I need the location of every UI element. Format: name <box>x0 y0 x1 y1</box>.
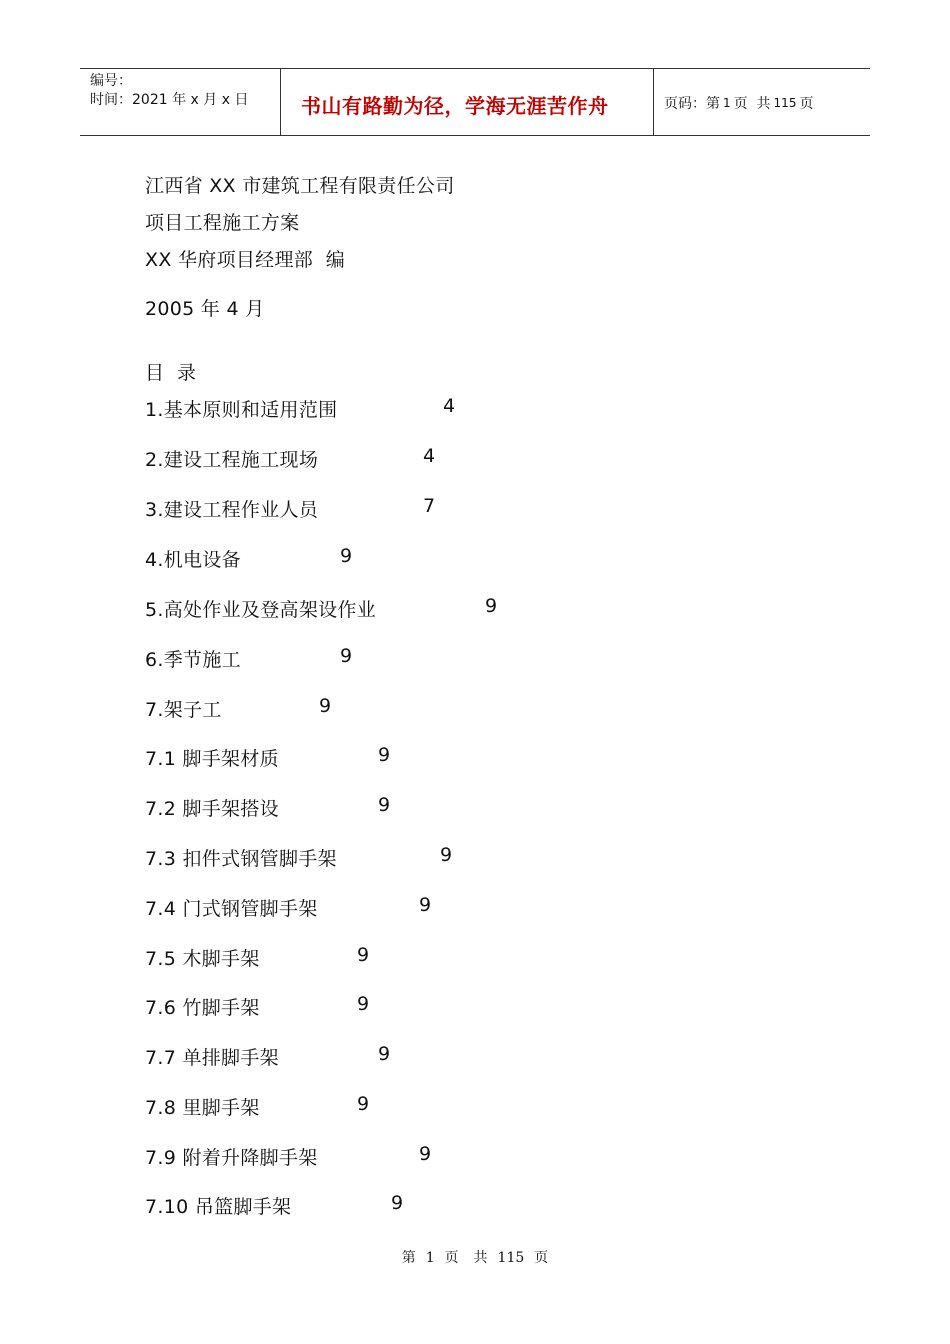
toc-page-number: 9 <box>378 794 391 816</box>
toc-item[interactable]: 7.2 脚手架搭设 <box>145 798 279 820</box>
toc-page-number: 9 <box>340 545 353 567</box>
plan-title: 项目工程施工方案 <box>145 212 300 234</box>
toc-page-number: 9 <box>419 894 432 916</box>
toc-page-number: 9 <box>319 695 332 717</box>
header-page-prefix: 页码：第 <box>664 96 720 112</box>
toc-item[interactable]: 4.机电设备 <box>145 549 241 571</box>
toc-item[interactable]: 7.6 竹脚手架 <box>145 997 260 1019</box>
footer-mid: 页 共 <box>444 1250 488 1266</box>
toc-page-number: 9 <box>440 844 453 866</box>
header-page-current: 1 <box>723 96 731 110</box>
toc-item[interactable]: 1.基本原则和适用范围 <box>145 399 338 421</box>
toc-page-number: 9 <box>419 1143 432 1165</box>
toc-item[interactable]: 7.8 里脚手架 <box>145 1097 260 1119</box>
header-page-info <box>654 69 870 135</box>
toc-page-number: 4 <box>443 395 456 417</box>
header-meta-cell <box>80 69 281 135</box>
toc-page-number: 9 <box>357 993 370 1015</box>
toc-item[interactable]: 7.5 木脚手架 <box>145 948 260 970</box>
author-line: XX 华府项目经理部 编 <box>145 249 346 271</box>
toc-page-number: 7 <box>423 495 436 517</box>
toc-item[interactable]: 2.建设工程施工现场 <box>145 449 319 471</box>
toc-page-number: 9 <box>391 1192 404 1214</box>
toc-item[interactable]: 7.4 门式钢管脚手架 <box>145 898 318 920</box>
toc-page-number: 9 <box>485 595 498 617</box>
page-header <box>80 68 870 136</box>
toc-item[interactable]: 7.7 单排脚手架 <box>145 1047 279 1069</box>
toc-page-number: 9 <box>378 744 391 766</box>
footer-prefix: 第 <box>401 1250 416 1266</box>
footer-page-current: 1 <box>425 1250 435 1266</box>
company-name: 江西省 XX 市建筑工程有限责任公司 <box>145 175 455 197</box>
header-motto: 书山有路勤为径，学海无涯苦作舟 <box>281 69 654 135</box>
toc-page-number: 9 <box>378 1043 391 1065</box>
document-number-label: 编号： <box>90 73 132 89</box>
toc-item[interactable]: 7.9 附着升降脚手架 <box>145 1147 318 1169</box>
toc-heading: 目 录 <box>145 362 197 384</box>
document-date: 2005 年 4 月 <box>145 298 265 320</box>
toc-item[interactable]: 5.高处作业及登高架设作业 <box>145 599 377 621</box>
toc-page-number: 9 <box>340 645 353 667</box>
toc-page-number: 4 <box>423 445 436 467</box>
toc-item[interactable]: 7.3 扣件式钢管脚手架 <box>145 848 337 870</box>
header-page-suffix: 页 <box>799 96 814 112</box>
header-page-total: 115 <box>773 96 797 110</box>
toc-page-number: 9 <box>357 1093 370 1115</box>
page-footer <box>0 1247 950 1267</box>
footer-page-total: 115 <box>497 1250 525 1266</box>
toc-item[interactable]: 7.1 脚手架材质 <box>145 748 279 770</box>
footer-suffix: 页 <box>534 1250 549 1266</box>
toc-item[interactable]: 7.架子工 <box>145 699 222 721</box>
toc-page-number: 9 <box>357 944 370 966</box>
toc-item[interactable]: 7.10 吊篮脚手架 <box>145 1196 292 1218</box>
document-time-label: 时间：2021 年 x 月 x 日 <box>90 92 249 108</box>
toc-item[interactable]: 6.季节施工 <box>145 649 241 671</box>
toc-item[interactable]: 3.建设工程作业人员 <box>145 499 319 521</box>
header-page-mid: 页 共 <box>733 96 771 112</box>
